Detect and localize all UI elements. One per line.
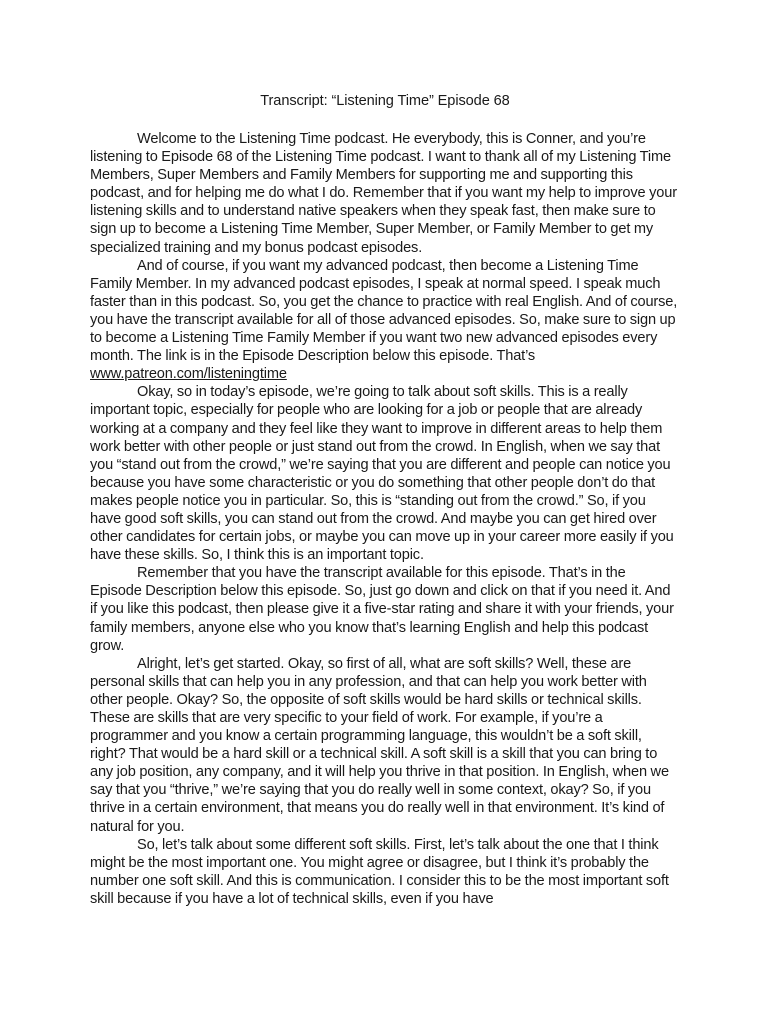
- document-title: Transcript: “Listening Time” Episode 68: [260, 93, 510, 109]
- paragraph-welcome: Welcome to the Listening Time podcast. He everybody, this is Conner, and you’re listening to Episode 68 of the Listening Time podcast. I want to thank all of my Listening Time Members, Super Members and Family Members for supporting me and supporting this podcast, and for helping me do what I do. Remember that if you want my help to improve your listening skills and to understand native speakers when they speak fast, then make sure to sign up to become a Listening Time Member, Super Member, or Family Member to get my specialized training and my bonus podcast episodes.: [90, 131, 677, 256]
- paragraph-advanced-podcast-text: And of course, if you want my advanced podcast, then become a Listening Time Family Member. In my advanced podcast episodes, I speak at normal speed. I speak much faster than in this podcast. So, you get the chance to practice with real English. And of course, you have the transcript available for all of those advanced episodes. So, make sure to sign up to become a Listening Time Family Member if you want two new advanced episodes every month. The link is in the Episode Description below this episode. That’s: [90, 257, 678, 365]
- paragraph-soft-skills-intro: Okay, so in today’s episode, we’re going to talk about soft skills. This is a really important topic, especially for people who are looking for a job or people that are already working at a company and they feel like they want to improve in different areas to help them work better with other people or just stand out from the crowd. In English, when we say that you “stand out from the crowd,” we’re saying that you are different and people can notice you because you have some characteristic or you do something that other people don’t do that makes people notice you in particular. So, this is “standing out from the crowd.” So, if you have good soft skills, you can stand out from the crowd. And maybe you can get hired over other candidates for certain jobs, or maybe you can move up in your career more easily if you have these skills. So, I think this is an important topic.: [90, 384, 674, 564]
- paragraph-communication: So, let’s talk about some different soft skills. First, let’s talk about the one that I think might be the most important one. You might agree or disagree, but I think it’s probably the number one soft skill. And this is communication. I consider this to be the most important soft skill because if you have a lot of technical skills, even if you have: [90, 836, 669, 907]
- paragraph-advanced-podcast: [90, 257, 680, 384]
- paragraph-what-are-soft-skills: Alright, let’s get started. Okay, so first of all, what are soft skills? Well, these are personal skills that can help you in any profession, and that can help you work better with other people. Okay? So, the opposite of soft skills would be hard skills or technical skills. These are skills that are very specific to your field of work. For example, if you’re a programmer and you know a certain programming language, this wouldn’t be a soft skill, right? That would be a hard skill or a technical skill. A soft skill is a skill that you can bring to any job position, any company, and it will help you thrive in that position. In English, when we say that you “thrive,” we’re saying that you do really well in some context, okay? So, if you thrive in a certain environment, that means you do really well in that environment. It’s kind of natural for you.: [90, 655, 669, 835]
- patreon-link[interactable]: www.patreon.com/listeningtime: [90, 366, 287, 383]
- paragraph-transcript-reminder: Remember that you have the transcript available for this episode. That’s in the Episode Description below this episode. So, just go down and click on that if you need it. And if you like this podcast, then please give it a five-star rating and share it with your friends, your family members, anyone else who you know that’s learning English and help this podcast grow.: [90, 565, 674, 654]
- transcript-page: [90, 92, 680, 908]
